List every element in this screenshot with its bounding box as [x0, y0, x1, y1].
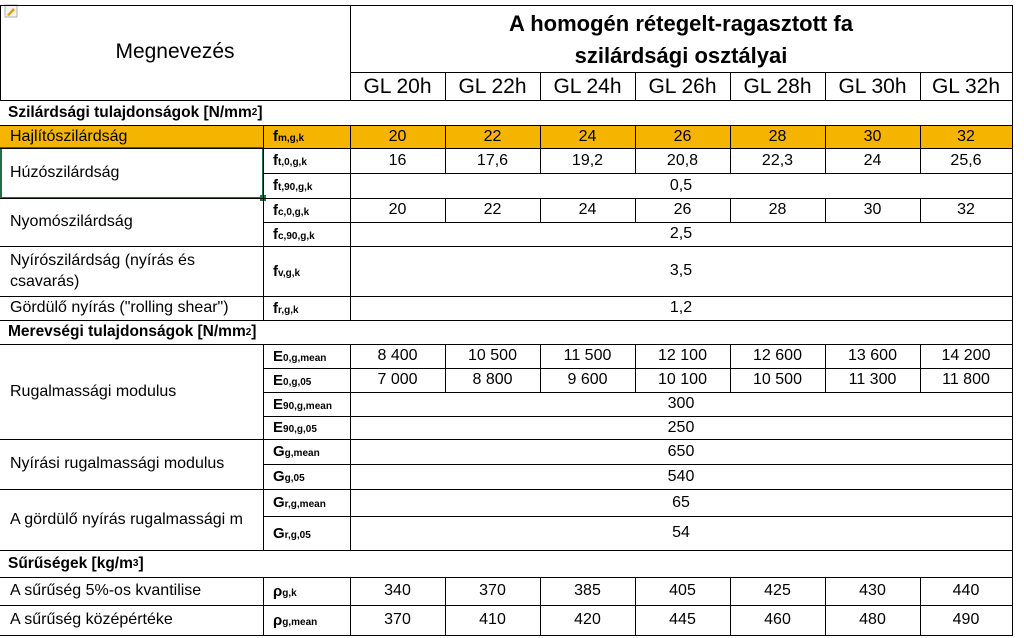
symbol-g05 — [263, 464, 350, 489]
section-stiffness-end: ] — [251, 323, 257, 340]
value-c0-5[interactable]: 30 — [863, 201, 882, 218]
grid-vline — [1012, 5, 1013, 636]
value-e005-0[interactable]: 7 000 — [377, 371, 418, 388]
symbol-c0-main: f — [273, 201, 278, 219]
section-density-end: ] — [138, 554, 144, 572]
value-dens5-4[interactable]: 425 — [764, 582, 791, 599]
value-densmean-5[interactable]: 480 — [859, 611, 886, 628]
symbol-e9005-sub: 90,g,05 — [283, 424, 317, 435]
grid-vline — [445, 198, 446, 222]
symbol-gr05 — [263, 516, 350, 550]
value-e005-2[interactable]: 9 600 — [567, 371, 608, 388]
grid-hline — [263, 222, 1012, 223]
symbol-dens5-sub: g,k — [282, 587, 297, 599]
value-dens5-5[interactable]: 430 — [859, 582, 886, 599]
grid-vline — [635, 72, 636, 100]
value-e0mean-2[interactable]: 11 500 — [563, 347, 612, 364]
symbol-t0 — [263, 148, 350, 173]
grid-vline — [920, 577, 921, 636]
value-e0mean-5[interactable]: 13 600 — [848, 347, 897, 364]
symbol-gmean — [263, 439, 350, 464]
section-stiffness-label: Merevségi tulajdonságok [N/mm — [8, 323, 246, 340]
grid-vline — [445, 125, 446, 173]
value-t0-5[interactable]: 24 — [863, 151, 882, 169]
section-strength-exp: 2 — [251, 107, 258, 118]
value-g05[interactable]: 540 — [667, 467, 695, 485]
symbol-c90-sub: c,90,g,k — [278, 230, 315, 242]
grid-vline — [825, 344, 826, 392]
grid-vline — [730, 125, 731, 173]
symbol-e005-sub: 0,g,05 — [283, 376, 312, 388]
grid-vline — [730, 344, 731, 392]
symbol-t90 — [263, 173, 350, 198]
grid-hline — [263, 173, 1012, 174]
value-e0mean-1[interactable]: 10 500 — [468, 347, 517, 364]
value-c0-3[interactable]: 26 — [673, 201, 692, 218]
symbol-e9005-main: E — [273, 419, 284, 436]
class-header-1[interactable]: GL 22h — [458, 74, 527, 98]
row-name-rollmod[interactable]: A gördülő nyírás rugalmassági m — [10, 510, 243, 528]
symbol-densmean-sub: g,mean — [282, 616, 318, 628]
grid-vline — [730, 577, 731, 636]
symbol-e005 — [263, 368, 350, 392]
symbol-gmean-main: G — [273, 443, 285, 460]
symbol-dens5-main: ρ — [273, 582, 283, 600]
grid-hline — [0, 344, 1012, 345]
section-strength-label: Szilárdsági tulajdonságok [N/mm — [8, 103, 252, 121]
row-name-shear-line2: csavarás) — [10, 273, 80, 290]
class-header-4[interactable]: GL 28h — [743, 74, 812, 98]
value-t0-1[interactable]: 17,6 — [476, 151, 509, 169]
row-name-bending[interactable]: Hajlítószilárdság — [10, 127, 128, 145]
grid-hline — [0, 198, 1012, 199]
row-name-compression[interactable]: Nyomószilárdság — [10, 213, 133, 230]
grid-vline — [263, 344, 264, 550]
symbol-grmean-main: G — [273, 494, 285, 511]
grid-vline — [263, 577, 264, 636]
section-density — [0, 550, 600, 577]
value-rolling[interactable]: 1,2 — [669, 299, 693, 316]
value-dens5-6[interactable]: 440 — [952, 582, 980, 599]
value-bending-2[interactable]: 24 — [578, 127, 597, 145]
value-t0-0[interactable]: 16 — [388, 151, 407, 169]
symbol-e005-main: E — [273, 371, 284, 389]
symbol-e90mean-sub: 90,g,mean — [283, 400, 332, 412]
symbol-gr05-sub: r,g,05 — [284, 529, 311, 541]
grid-vline — [825, 125, 826, 173]
value-t0-3[interactable]: 20,8 — [666, 151, 699, 169]
class-header-2[interactable]: GL 24h — [553, 74, 622, 98]
grid-hline — [0, 125, 1012, 126]
row-name-modulus[interactable]: Rugalmassági modulus — [10, 382, 177, 400]
grid-vline — [540, 344, 541, 392]
grid-vline — [635, 344, 636, 392]
value-dens5-3[interactable]: 405 — [669, 582, 696, 599]
value-e0mean-3[interactable]: 12 100 — [658, 347, 707, 364]
value-t90[interactable]: 0,5 — [669, 176, 693, 194]
value-c90[interactable]: 2,5 — [669, 225, 693, 242]
grid-hline — [263, 368, 1012, 369]
value-dens5-0[interactable]: 340 — [384, 582, 411, 599]
grid-hline — [0, 320, 1012, 321]
grid-vline — [825, 72, 826, 100]
value-e005-4[interactable]: 10 500 — [753, 371, 802, 388]
value-c0-1[interactable]: 22 — [483, 201, 502, 218]
symbol-e9005 — [263, 416, 350, 439]
value-e0mean-4[interactable]: 12 600 — [753, 347, 802, 364]
symbol-c90-main: f — [273, 225, 278, 243]
table-title-line2: szilárdsági osztályai — [574, 43, 788, 68]
grid-hline — [0, 605, 1012, 606]
grid-vline — [350, 344, 351, 550]
symbol-t0-main: f — [273, 152, 278, 169]
class-header-5[interactable]: GL 30h — [838, 74, 907, 98]
grid-vline — [920, 198, 921, 222]
table-title — [350, 8, 1012, 72]
symbol-shear-sub: v,g,k — [278, 267, 301, 279]
value-dens5-2[interactable]: 385 — [574, 582, 601, 599]
grid-vline — [825, 198, 826, 222]
value-bending-3[interactable]: 26 — [673, 127, 692, 145]
symbol-e0mean-main: E — [273, 347, 284, 365]
grid-vline — [540, 198, 541, 222]
value-e90mean[interactable]: 300 — [667, 395, 695, 412]
section-strength-end: ] — [257, 103, 263, 121]
grid-vline — [825, 577, 826, 636]
grid-vline — [350, 125, 351, 320]
symbol-rolling — [263, 296, 350, 320]
symbol-t90-main: f — [273, 177, 278, 194]
value-e9005[interactable]: 250 — [667, 418, 695, 436]
row-name-rolling[interactable]: Gördülő nyírás ("rolling shear") — [10, 299, 229, 316]
grid-vline — [350, 577, 351, 636]
table-title-line1: A homogén rétegelt-ragasztott fa — [509, 11, 853, 36]
row-name-shearmod[interactable]: Nyírási rugalmassági modulus — [10, 455, 225, 472]
section-density-label: Sűrűségek [kg/m — [8, 554, 133, 572]
value-dens5-1[interactable]: 370 — [479, 582, 506, 599]
grid-vline — [920, 125, 921, 173]
symbol-dens5 — [263, 577, 350, 605]
value-densmean-6[interactable]: 490 — [952, 611, 980, 628]
grid-hline — [0, 100, 1012, 101]
symbol-densmean-main: ρ — [273, 611, 283, 629]
symbol-shear — [263, 246, 350, 296]
symbol-e90mean — [263, 392, 350, 416]
value-e005-3[interactable]: 10 100 — [658, 371, 707, 388]
grid-vline — [635, 125, 636, 173]
header-name-label: Megnevezés — [115, 40, 235, 63]
row-name-tension[interactable]: Húzószilárdság — [10, 164, 120, 181]
grid-vline — [635, 198, 636, 222]
symbol-t0-sub: t,0,g,k — [278, 157, 307, 168]
symbol-grmean-sub: r,g,mean — [284, 499, 326, 510]
grid-hline — [0, 577, 1012, 578]
value-densmean-3[interactable]: 445 — [669, 611, 696, 628]
grid-hline — [0, 439, 1012, 440]
row-name-densmean[interactable]: A sűrűség középértéke — [10, 611, 173, 628]
value-e005-1[interactable]: 8 800 — [472, 371, 513, 388]
symbol-e0mean-sub: 0,g,mean — [283, 352, 327, 364]
value-t0-6[interactable]: 25,6 — [950, 151, 982, 169]
symbol-gmean-sub: g,mean — [284, 448, 320, 459]
symbol-densmean — [263, 605, 350, 635]
value-c0-2[interactable]: 24 — [578, 201, 597, 218]
symbol-c0 — [263, 198, 350, 222]
grid-vline — [635, 577, 636, 636]
value-e005-5[interactable]: 11 300 — [848, 371, 897, 388]
row-name-shear[interactable] — [0, 246, 262, 296]
value-shear[interactable]: 3,5 — [669, 262, 693, 279]
class-header-3[interactable]: GL 26h — [648, 74, 717, 98]
value-e0mean-6[interactable]: 14 200 — [941, 347, 991, 364]
grid-hline — [263, 516, 1012, 517]
symbol-grmean — [263, 489, 350, 516]
row-name-shear-line1: Nyírószilárdság (nyírás és — [10, 252, 195, 269]
symbol-g05-main: G — [273, 468, 285, 485]
value-grmean[interactable]: 65 — [672, 493, 690, 511]
cell-selection — [0, 147, 264, 199]
symbol-e0mean — [263, 344, 350, 368]
value-gr05[interactable]: 54 — [672, 524, 690, 541]
value-e0mean-0[interactable]: 8 400 — [377, 347, 418, 364]
grid-hline — [0, 5, 1012, 6]
value-gmean[interactable]: 650 — [667, 442, 695, 460]
value-densmean-4[interactable]: 460 — [764, 611, 791, 628]
symbol-shear-main: f — [273, 262, 278, 280]
value-e005-6[interactable]: 11 800 — [942, 371, 990, 388]
grid-hline — [0, 296, 1012, 297]
value-bending-1[interactable]: 22 — [483, 127, 502, 145]
symbol-bending — [263, 125, 350, 148]
grid-hline — [263, 464, 1012, 465]
grid-hline — [0, 148, 1012, 149]
value-densmean-1[interactable]: 410 — [479, 611, 506, 628]
symbol-bending-main: f — [273, 128, 278, 145]
symbol-t90-sub: t,90,g,k — [278, 182, 313, 193]
class-header-0[interactable]: GL 20h — [363, 74, 432, 98]
value-c0-4[interactable]: 28 — [768, 201, 787, 218]
value-bending-0[interactable]: 20 — [388, 127, 407, 145]
symbol-gr05-main: G — [273, 524, 285, 542]
value-bending-5[interactable]: 30 — [863, 127, 882, 145]
value-densmean-2[interactable]: 420 — [574, 611, 601, 628]
grid-vline — [730, 72, 731, 100]
section-density-exp: 3 — [132, 558, 139, 569]
class-header-6[interactable]: GL 32h — [931, 74, 1001, 98]
grid-vline — [263, 125, 264, 320]
grid-vline — [350, 5, 351, 100]
symbol-g05-sub: g,05 — [284, 473, 305, 484]
grid-hline — [0, 489, 1012, 490]
value-c0-0[interactable]: 20 — [388, 201, 407, 218]
grid-vline — [445, 72, 446, 100]
value-densmean-0[interactable]: 370 — [384, 611, 411, 628]
grid-vline — [540, 125, 541, 173]
section-stiffness-exp: 2 — [245, 326, 252, 338]
value-bending-6[interactable]: 32 — [957, 127, 975, 145]
grid-hline — [0, 246, 1012, 247]
value-c0-6[interactable]: 32 — [957, 201, 975, 218]
grid-hline — [350, 72, 1012, 73]
section-strength — [0, 100, 600, 125]
symbol-c0-sub: c,0,g,k — [278, 206, 310, 218]
grid-vline — [920, 344, 921, 392]
grid-hline — [0, 550, 1012, 551]
symbol-rolling-main: f — [273, 299, 278, 317]
grid-vline — [0, 5, 1, 100]
symbol-e90mean-main: E — [273, 395, 284, 413]
grid-hline — [0, 635, 1012, 636]
grid-vline — [445, 577, 446, 636]
grid-vline — [920, 72, 921, 100]
value-t0-4[interactable]: 22,3 — [761, 151, 794, 169]
row-name-dens5[interactable]: A sűrűség 5%-os kvantilise — [10, 582, 202, 599]
symbol-c90 — [263, 222, 350, 246]
symbol-bending-sub: m,g,k — [278, 133, 305, 144]
symbol-rolling-sub: r,g,k — [278, 304, 299, 316]
grid-hline — [263, 416, 1012, 417]
grid-vline — [540, 72, 541, 100]
grid-vline — [730, 198, 731, 222]
section-stiffness — [0, 320, 600, 344]
grid-vline — [540, 577, 541, 636]
value-t0-2[interactable]: 19,2 — [571, 151, 604, 169]
grid-vline — [445, 344, 446, 392]
value-bending-4[interactable]: 28 — [768, 127, 787, 145]
grid-hline — [263, 392, 1012, 393]
